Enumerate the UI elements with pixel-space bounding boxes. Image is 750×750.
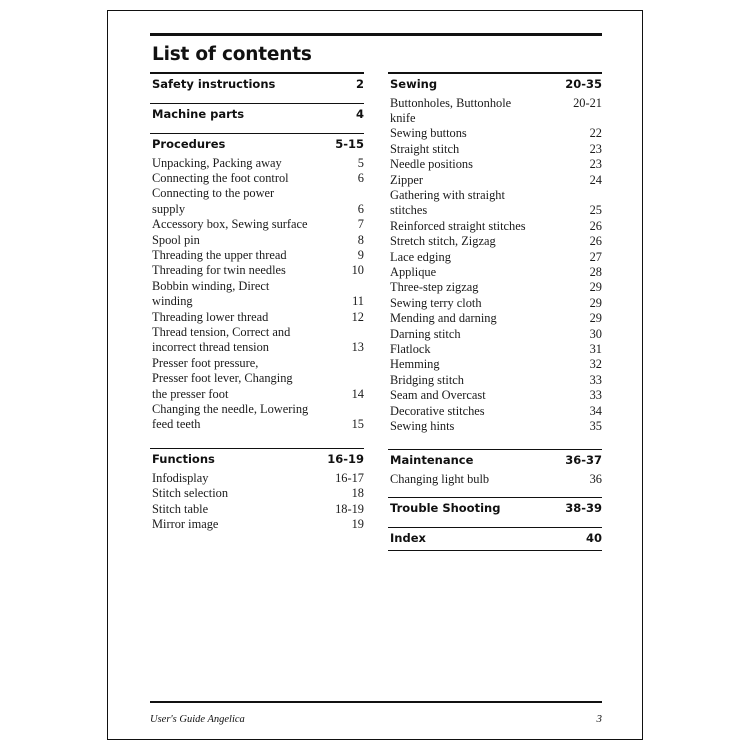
toc-entry-label: incorrect thread tension: [152, 340, 269, 355]
toc-entry-label: Mending and darning: [390, 311, 497, 326]
toc-entry[interactable]: [388, 219, 602, 234]
toc-entry[interactable]: [388, 111, 602, 126]
spacer: [150, 126, 364, 133]
toc-entry-label: supply: [152, 201, 186, 216]
toc-entry-label: Buttonholes, Buttonhole: [390, 95, 512, 110]
section-heading-page: 4: [355, 106, 364, 121]
toc-entry-page: 7: [357, 217, 364, 232]
toc-entry-page: 16-17: [335, 470, 364, 485]
toc-entry-label: Straight stitch: [390, 141, 460, 156]
toc-entry-label: Gathering with straight: [390, 187, 505, 202]
toc-entry-page: 13: [351, 340, 364, 355]
toc-entry-label: Bridging stitch: [390, 372, 464, 387]
toc-entry[interactable]: [388, 419, 602, 434]
toc-entry[interactable]: [388, 280, 602, 295]
toc-entry[interactable]: [150, 340, 364, 355]
toc-entry-page: 25: [589, 203, 602, 218]
section-heading-page: 5-15: [335, 136, 364, 151]
contents-right-column: [388, 72, 602, 551]
toc-entry-label: Hemming: [390, 357, 440, 372]
section-heading-page: 20-35: [565, 76, 602, 91]
section-heading-page: 2: [355, 76, 364, 91]
section-index: [388, 527, 602, 548]
toc-entry[interactable]: [150, 186, 364, 201]
toc-entry[interactable]: [150, 263, 364, 278]
toc-entry[interactable]: [388, 234, 602, 249]
toc-entry-label: Connecting to the power: [152, 186, 275, 201]
section-entries: [388, 94, 602, 435]
spacer: [388, 520, 602, 527]
toc-entry-page: 11: [352, 294, 364, 309]
toc-entry-label: Applique: [390, 264, 437, 279]
toc-entry-label: Stitch selection: [152, 486, 229, 501]
toc-entry[interactable]: [388, 388, 602, 403]
section-heading-page: 36-37: [565, 453, 602, 468]
toc-entry-label: Mirror image: [152, 517, 219, 532]
section-entries: [150, 469, 364, 533]
toc-entry-page: 33: [589, 372, 602, 387]
toc-entry-page: 36: [589, 472, 602, 487]
toc-entry-label: Bobbin winding, Direct: [152, 278, 270, 293]
toc-entry-label: Stretch stitch, Zigzag: [390, 234, 496, 249]
toc-entry-page: 9: [357, 247, 364, 262]
toc-entry-page: 28: [589, 264, 602, 279]
contents-left-column: [150, 72, 364, 551]
toc-entry[interactable]: [388, 265, 602, 280]
toc-entry[interactable]: [388, 373, 602, 388]
toc-entry[interactable]: [150, 402, 364, 417]
section-machine-parts: [150, 103, 364, 124]
toc-entry-label: the presser foot: [152, 386, 229, 401]
toc-entry-page: 27: [589, 249, 602, 264]
section-entries: [388, 470, 602, 487]
section-maintenance: [388, 449, 602, 487]
toc-entry-page: 6: [357, 170, 364, 185]
toc-entry-label: Presser foot pressure,: [152, 355, 259, 370]
toc-entry-label: Zipper: [390, 172, 424, 187]
toc-entry-label: Sewing terry cloth: [390, 295, 482, 310]
toc-entry[interactable]: [388, 173, 602, 188]
toc-entry-page: 24: [589, 172, 602, 187]
section-heading-label: Sewing: [390, 76, 438, 91]
section-safety-instructions: [150, 72, 364, 94]
section-heading[interactable]: [150, 104, 364, 124]
toc-entry-label: Sewing buttons: [390, 126, 467, 141]
toc-entry[interactable]: [150, 502, 364, 517]
toc-entry[interactable]: [150, 202, 364, 217]
toc-entry-page: 29: [589, 295, 602, 310]
toc-entry[interactable]: [150, 471, 364, 486]
toc-entry-page: 22: [589, 126, 602, 141]
section-heading[interactable]: [388, 498, 602, 518]
toc-entry-page: 35: [589, 419, 602, 434]
toc-entry-page: 10: [351, 263, 364, 278]
section-functions: [150, 448, 364, 533]
toc-entry-label: Accessory box, Sewing surface: [152, 217, 308, 232]
toc-entry-label: winding: [152, 294, 193, 309]
toc-entry-page: 23: [589, 157, 602, 172]
section-heading[interactable]: [388, 450, 602, 470]
toc-entry-label: Changing light bulb: [390, 472, 490, 487]
toc-entry[interactable]: [388, 357, 602, 372]
section-heading-page: 38-39: [565, 500, 602, 515]
toc-entry[interactable]: [150, 233, 364, 248]
section-heading-page: 40: [585, 530, 602, 545]
spacer: [150, 435, 364, 448]
toc-entry-page: 23: [589, 141, 602, 156]
section-heading-label: Index: [390, 530, 426, 545]
toc-entry[interactable]: [388, 404, 602, 419]
toc-entry-page: 6: [357, 201, 364, 216]
toc-entry-page: 32: [589, 357, 602, 372]
toc-entry[interactable]: [150, 417, 364, 432]
page-content: [150, 33, 602, 721]
toc-entry-page: 26: [589, 218, 602, 233]
section-heading[interactable]: [150, 74, 364, 94]
toc-entry-page: 18-19: [335, 501, 364, 516]
toc-entry[interactable]: [150, 371, 364, 386]
toc-entry-label: Changing the needle, Lowering: [152, 402, 309, 416]
section-heading-label: Safety instructions: [152, 76, 276, 91]
section-procedures: [150, 133, 364, 433]
toc-entry-page: 5: [357, 155, 364, 170]
toc-entry[interactable]: [388, 96, 602, 111]
toc-entry[interactable]: [150, 294, 364, 309]
toc-entry[interactable]: [388, 250, 602, 265]
toc-entry[interactable]: [388, 296, 602, 311]
toc-entry-label: Spool pin: [152, 232, 200, 247]
section-trouble-shooting: [388, 497, 602, 518]
toc-entry-page: 12: [351, 309, 364, 324]
spacer: [150, 96, 364, 103]
spacer: [388, 436, 602, 449]
toc-entry-label: Lace edging: [390, 249, 451, 264]
page-top-rule: [150, 33, 602, 36]
manual-page: [107, 10, 643, 740]
footer-page-number: 3: [596, 713, 602, 725]
section-heading-label: Maintenance: [390, 453, 474, 468]
toc-entry[interactable]: [388, 311, 602, 326]
toc-entry-label: Darning stitch: [390, 326, 461, 341]
toc-entry-page: 33: [589, 388, 602, 403]
toc-entry[interactable]: [150, 156, 364, 171]
toc-entry-label: feed teeth: [152, 417, 201, 432]
toc-entry-page: 26: [589, 234, 602, 249]
section-entries: [150, 154, 364, 433]
toc-entry[interactable]: [388, 327, 602, 342]
toc-entry[interactable]: [150, 387, 364, 402]
toc-entry-page: 29: [589, 280, 602, 295]
section-rule: [388, 550, 602, 551]
section-heading[interactable]: [388, 528, 602, 548]
toc-entry[interactable]: [388, 142, 602, 157]
section-sewing: [388, 72, 602, 435]
page-footer: [150, 713, 602, 725]
toc-entry[interactable]: [150, 248, 364, 263]
toc-entry-page: 31: [589, 342, 602, 356]
toc-entry-page: 34: [589, 403, 602, 418]
contents-columns: [150, 72, 602, 551]
toc-entry-label: Presser foot lever, Changing: [152, 371, 293, 386]
toc-entry[interactable]: [388, 188, 602, 203]
toc-entry-label: Threading lower thread: [152, 309, 269, 324]
toc-entry-label: Reinforced straight stitches: [390, 218, 526, 233]
toc-entry-label: Needle positions: [390, 157, 473, 172]
section-heading-page: 16-19: [327, 451, 364, 466]
page-title: List of contents: [152, 43, 312, 65]
toc-entry[interactable]: [150, 217, 364, 232]
toc-entry-page: 19: [351, 517, 364, 532]
section-heading-label: Machine parts: [152, 106, 245, 121]
toc-entry[interactable]: [150, 356, 364, 371]
toc-entry-page: 18: [351, 486, 364, 501]
toc-entry-label: Three-step zigzag: [390, 280, 479, 295]
toc-entry-label: Infodisplay: [152, 470, 209, 485]
footer-rule: [150, 701, 602, 703]
section-heading[interactable]: [388, 74, 602, 94]
toc-entry-page: 8: [357, 232, 364, 247]
toc-entry-label: Sewing hints: [390, 419, 455, 434]
footer-title: User's Guide Angelica: [150, 714, 245, 725]
section-heading-label: Trouble Shooting: [390, 500, 501, 515]
toc-entry[interactable]: [150, 325, 364, 340]
toc-entry-page: 14: [351, 386, 364, 401]
section-heading-label: Procedures: [152, 136, 226, 151]
toc-entry[interactable]: [388, 126, 602, 141]
toc-entry[interactable]: [150, 486, 364, 501]
toc-entry-label: knife: [390, 110, 416, 125]
toc-entry-label: stitches: [390, 203, 428, 218]
toc-entry[interactable]: [150, 171, 364, 186]
toc-entry[interactable]: [388, 157, 602, 172]
toc-entry-label: Threading for twin needles: [152, 263, 286, 278]
toc-entry-label: Unpacking, Packing away: [152, 155, 282, 170]
toc-entry-label: Flatlock: [390, 342, 431, 356]
toc-entry-label: Thread tension, Correct and: [152, 324, 291, 339]
section-heading[interactable]: [150, 134, 364, 154]
toc-entry-label: Seam and Overcast: [390, 388, 486, 403]
section-heading[interactable]: [150, 449, 364, 469]
toc-entry-page: 15: [351, 417, 364, 432]
toc-entry-page: 20-21: [573, 95, 602, 110]
toc-entry-label: Connecting the foot control: [152, 170, 289, 185]
toc-entry[interactable]: [388, 342, 602, 357]
toc-entry-label: Threading the upper thread: [152, 247, 287, 262]
toc-entry[interactable]: [388, 203, 602, 218]
section-heading-label: Functions: [152, 451, 215, 466]
toc-entry-label: Decorative stitches: [390, 403, 485, 418]
toc-entry[interactable]: [150, 279, 364, 294]
toc-entry[interactable]: [388, 472, 602, 487]
toc-entry-label: Stitch table: [152, 501, 209, 516]
toc-entry-page: 30: [589, 326, 602, 341]
toc-entry[interactable]: [150, 310, 364, 325]
toc-entry[interactable]: [150, 517, 364, 532]
toc-entry-page: 29: [589, 311, 602, 326]
spacer: [388, 490, 602, 497]
